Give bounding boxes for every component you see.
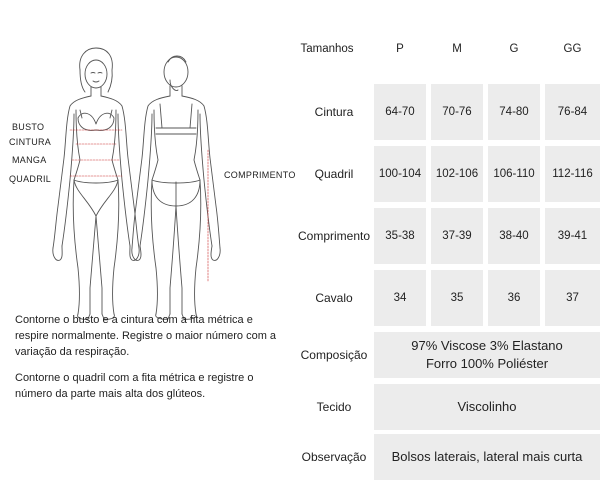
cell-comprimento-gg: 39-41: [545, 208, 600, 264]
cell-comprimento-m: 37-39: [431, 208, 483, 264]
row-label-comprimento: Comprimento: [297, 229, 371, 243]
cell-tecido: Viscolinho: [374, 384, 600, 430]
cell-cintura-gg: 76-84: [545, 84, 600, 140]
header-tamanhos: Tamanhos: [300, 43, 354, 55]
cell-composicao: [374, 332, 600, 378]
cell-quadril-m: 102-106: [431, 146, 483, 202]
label-manga: MANGA: [12, 155, 47, 165]
cell-quadril-g: 106-110: [488, 146, 540, 202]
composicao-line2: Forro 100% Poliéster: [425, 356, 549, 371]
row-label-composicao: Composição: [300, 348, 368, 362]
label-quadril: QUADRIL: [9, 174, 52, 184]
header-size-p: P: [396, 43, 404, 55]
cell-cavalo-g: 36: [488, 270, 540, 326]
label-cintura: CINTURA: [9, 137, 52, 147]
header-size-gg: GG: [563, 43, 582, 55]
cell-cavalo-gg: 37: [545, 270, 600, 326]
label-busto: BUSTO: [12, 122, 45, 132]
cell-cintura-p: 64-70: [374, 84, 426, 140]
cell-observacao: Bolsos laterais, lateral mais curta: [374, 434, 600, 480]
measurement-instructions: [15, 312, 277, 412]
header-size-m: M: [452, 43, 462, 55]
cell-cavalo-p: 34: [374, 270, 426, 326]
back-figure: [132, 56, 220, 319]
composicao-line1: 97% Viscose 3% Elastano: [411, 338, 563, 353]
cell-cintura-g: 74-80: [488, 84, 540, 140]
row-label-tecido: Tecido: [316, 400, 352, 414]
cell-comprimento-g: 38-40: [488, 208, 540, 264]
cell-comprimento-p: 35-38: [374, 208, 426, 264]
row-label-observacao: Observação: [301, 450, 367, 464]
table-header-row: [288, 32, 600, 66]
row-label-cintura: Cintura: [314, 105, 354, 119]
front-figure: [53, 48, 139, 319]
instruction-busto-cintura: Contorne o busto e a cintura com a fita métrica e respire normalmente. Registre o maior número com a variação da respiração.: [15, 314, 277, 358]
header-size-g: G: [509, 43, 519, 55]
cell-cintura-m: 70-76: [431, 84, 483, 140]
instruction-quadril: Contorne o quadril com a fita métrica e registre o número da parte mais alta dos glúteos.: [15, 372, 254, 400]
row-label-quadril: Quadril: [314, 167, 354, 181]
cell-quadril-p: 100-104: [374, 146, 426, 202]
label-comprimento: COMPRIMENTO: [224, 170, 296, 180]
row-label-cavalo: Cavalo: [315, 291, 353, 305]
cell-cavalo-m: 35: [431, 270, 483, 326]
cell-quadril-gg: 112-116: [545, 146, 600, 202]
